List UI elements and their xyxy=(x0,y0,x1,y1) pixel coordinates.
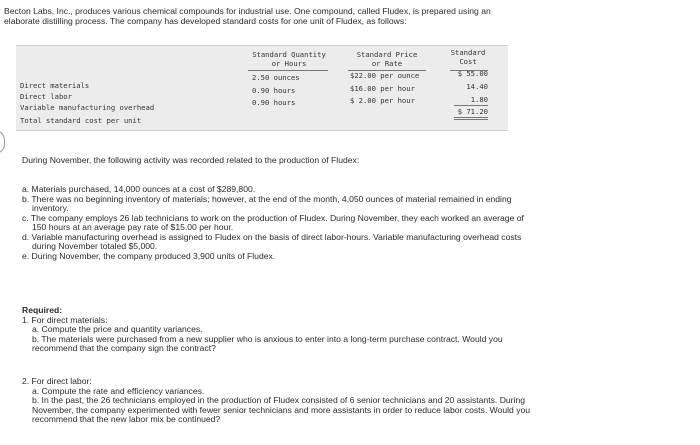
required-2b: b. In the past, the 26 technicians employed in the production of Fludex consisted of 6 senior technicians and 20 assistants. During xyxy=(32,395,526,405)
header-price-line1: Standard Price xyxy=(356,50,418,59)
row-label-variable-overhead: Variable manufacturing overhead xyxy=(20,103,155,112)
row-price-direct-labor: $16.00 per hour xyxy=(350,84,415,93)
intro-line-1: Becton Labs, Inc., produces various chemical compounds for industrial use. One compound, called Fludex, is prepared using an xyxy=(4,6,491,16)
row-cost-direct-materials: $ 55.00 xyxy=(457,69,488,78)
activity-item-b-cont: inventory. xyxy=(32,203,69,213)
activity-item-c: c. The company employs 26 lab technicians to work on the production of Fludex. During November, they each worked an average of xyxy=(22,212,524,223)
header-standard-cost xyxy=(446,48,490,66)
required-2: 2. For direct labor: xyxy=(22,376,92,386)
row-label-direct-materials: Direct materials xyxy=(20,81,90,90)
activity-item-e: e. During November, the company produced 3,900 units of Fludex. xyxy=(22,250,276,261)
row-label-total-standard-cost: Total standard cost per unit xyxy=(20,116,142,125)
row-cost-direct-labor: 14.40 xyxy=(466,82,488,91)
cost-total-double-rule xyxy=(454,117,488,120)
header-price-line2: or Rate xyxy=(371,59,403,68)
header-cost-line2: Cost xyxy=(459,57,477,66)
activity-item-a: a. Materials purchased, 14,000 ounces at a cost of $289,800. xyxy=(22,184,256,194)
row-cost-variable-overhead: 1.80 xyxy=(470,95,488,104)
margin-bracket xyxy=(0,130,5,154)
required-2b-cont: November, the company experimented with fewer senior technicians and more assistants in order to reduce labor costs. Would you xyxy=(32,404,531,415)
required-1b-cont: recommend that the company sign the contract? xyxy=(32,343,216,353)
header-qty-line2: or Hours xyxy=(271,59,307,68)
required-1b: b. The materials were purchased from a new supplier who is anxious to enter into a long-term purchase contract. Would you xyxy=(32,333,503,344)
required-part2 xyxy=(22,377,530,425)
activity-item-d: d. Variable manufacturing overhead is assigned to Fludex on the basis of direct labor-hours. Variable manufacturing overhead costs xyxy=(22,231,522,242)
required-2a: a. Compute the rate and efficiency variances. xyxy=(32,385,205,396)
activity-item-c-cont: 150 hours at an average pay rate of $15.00 per hour. xyxy=(32,222,234,232)
activity-item-d-cont: during November totaled $5,000. xyxy=(32,241,158,251)
cost-subtotal-rule xyxy=(454,105,488,106)
header-standard-quantity xyxy=(244,50,334,68)
activity-list xyxy=(22,185,524,261)
header-qty-line1: Standard Quantity xyxy=(252,50,326,59)
header-cost-line1: Standard xyxy=(450,48,486,57)
row-label-direct-labor: Direct labor xyxy=(20,92,72,101)
row-qty-direct-labor: 0.90 hours xyxy=(252,86,296,95)
required-1a: a. Compute the price and quantity variances. xyxy=(32,324,203,334)
row-qty-variable-overhead: 0.90 hours xyxy=(252,98,296,107)
activity-item-b: b. There was no beginning inventory of materials; however, at the end of the month, 4,050 ounces of material remained in ending xyxy=(22,193,512,204)
row-price-variable-overhead: $ 2.00 per hour xyxy=(350,96,415,105)
row-price-direct-materials: $22.00 per ounce xyxy=(350,71,420,80)
intro-line-2: elaborate distilling process. The company has developed standard costs for one unit of Fludex, as follows: xyxy=(4,16,407,26)
row-qty-direct-materials: 2.50 ounces xyxy=(252,73,300,82)
standard-cost-table xyxy=(16,45,508,131)
required-section xyxy=(22,306,503,354)
required-title: Required: xyxy=(22,305,63,315)
required-1: 1. For direct materials: xyxy=(22,314,108,325)
activity-intro: During November, the following activity was recorded related to the production of Fludex: xyxy=(22,155,360,165)
required-2b-cont2: recommend that the new labor mix be continued? xyxy=(32,414,221,424)
header-standard-price xyxy=(346,50,428,68)
problem-intro xyxy=(4,6,491,26)
row-cost-total: $ 71.20 xyxy=(457,107,488,116)
header-underline-qty xyxy=(248,70,328,71)
